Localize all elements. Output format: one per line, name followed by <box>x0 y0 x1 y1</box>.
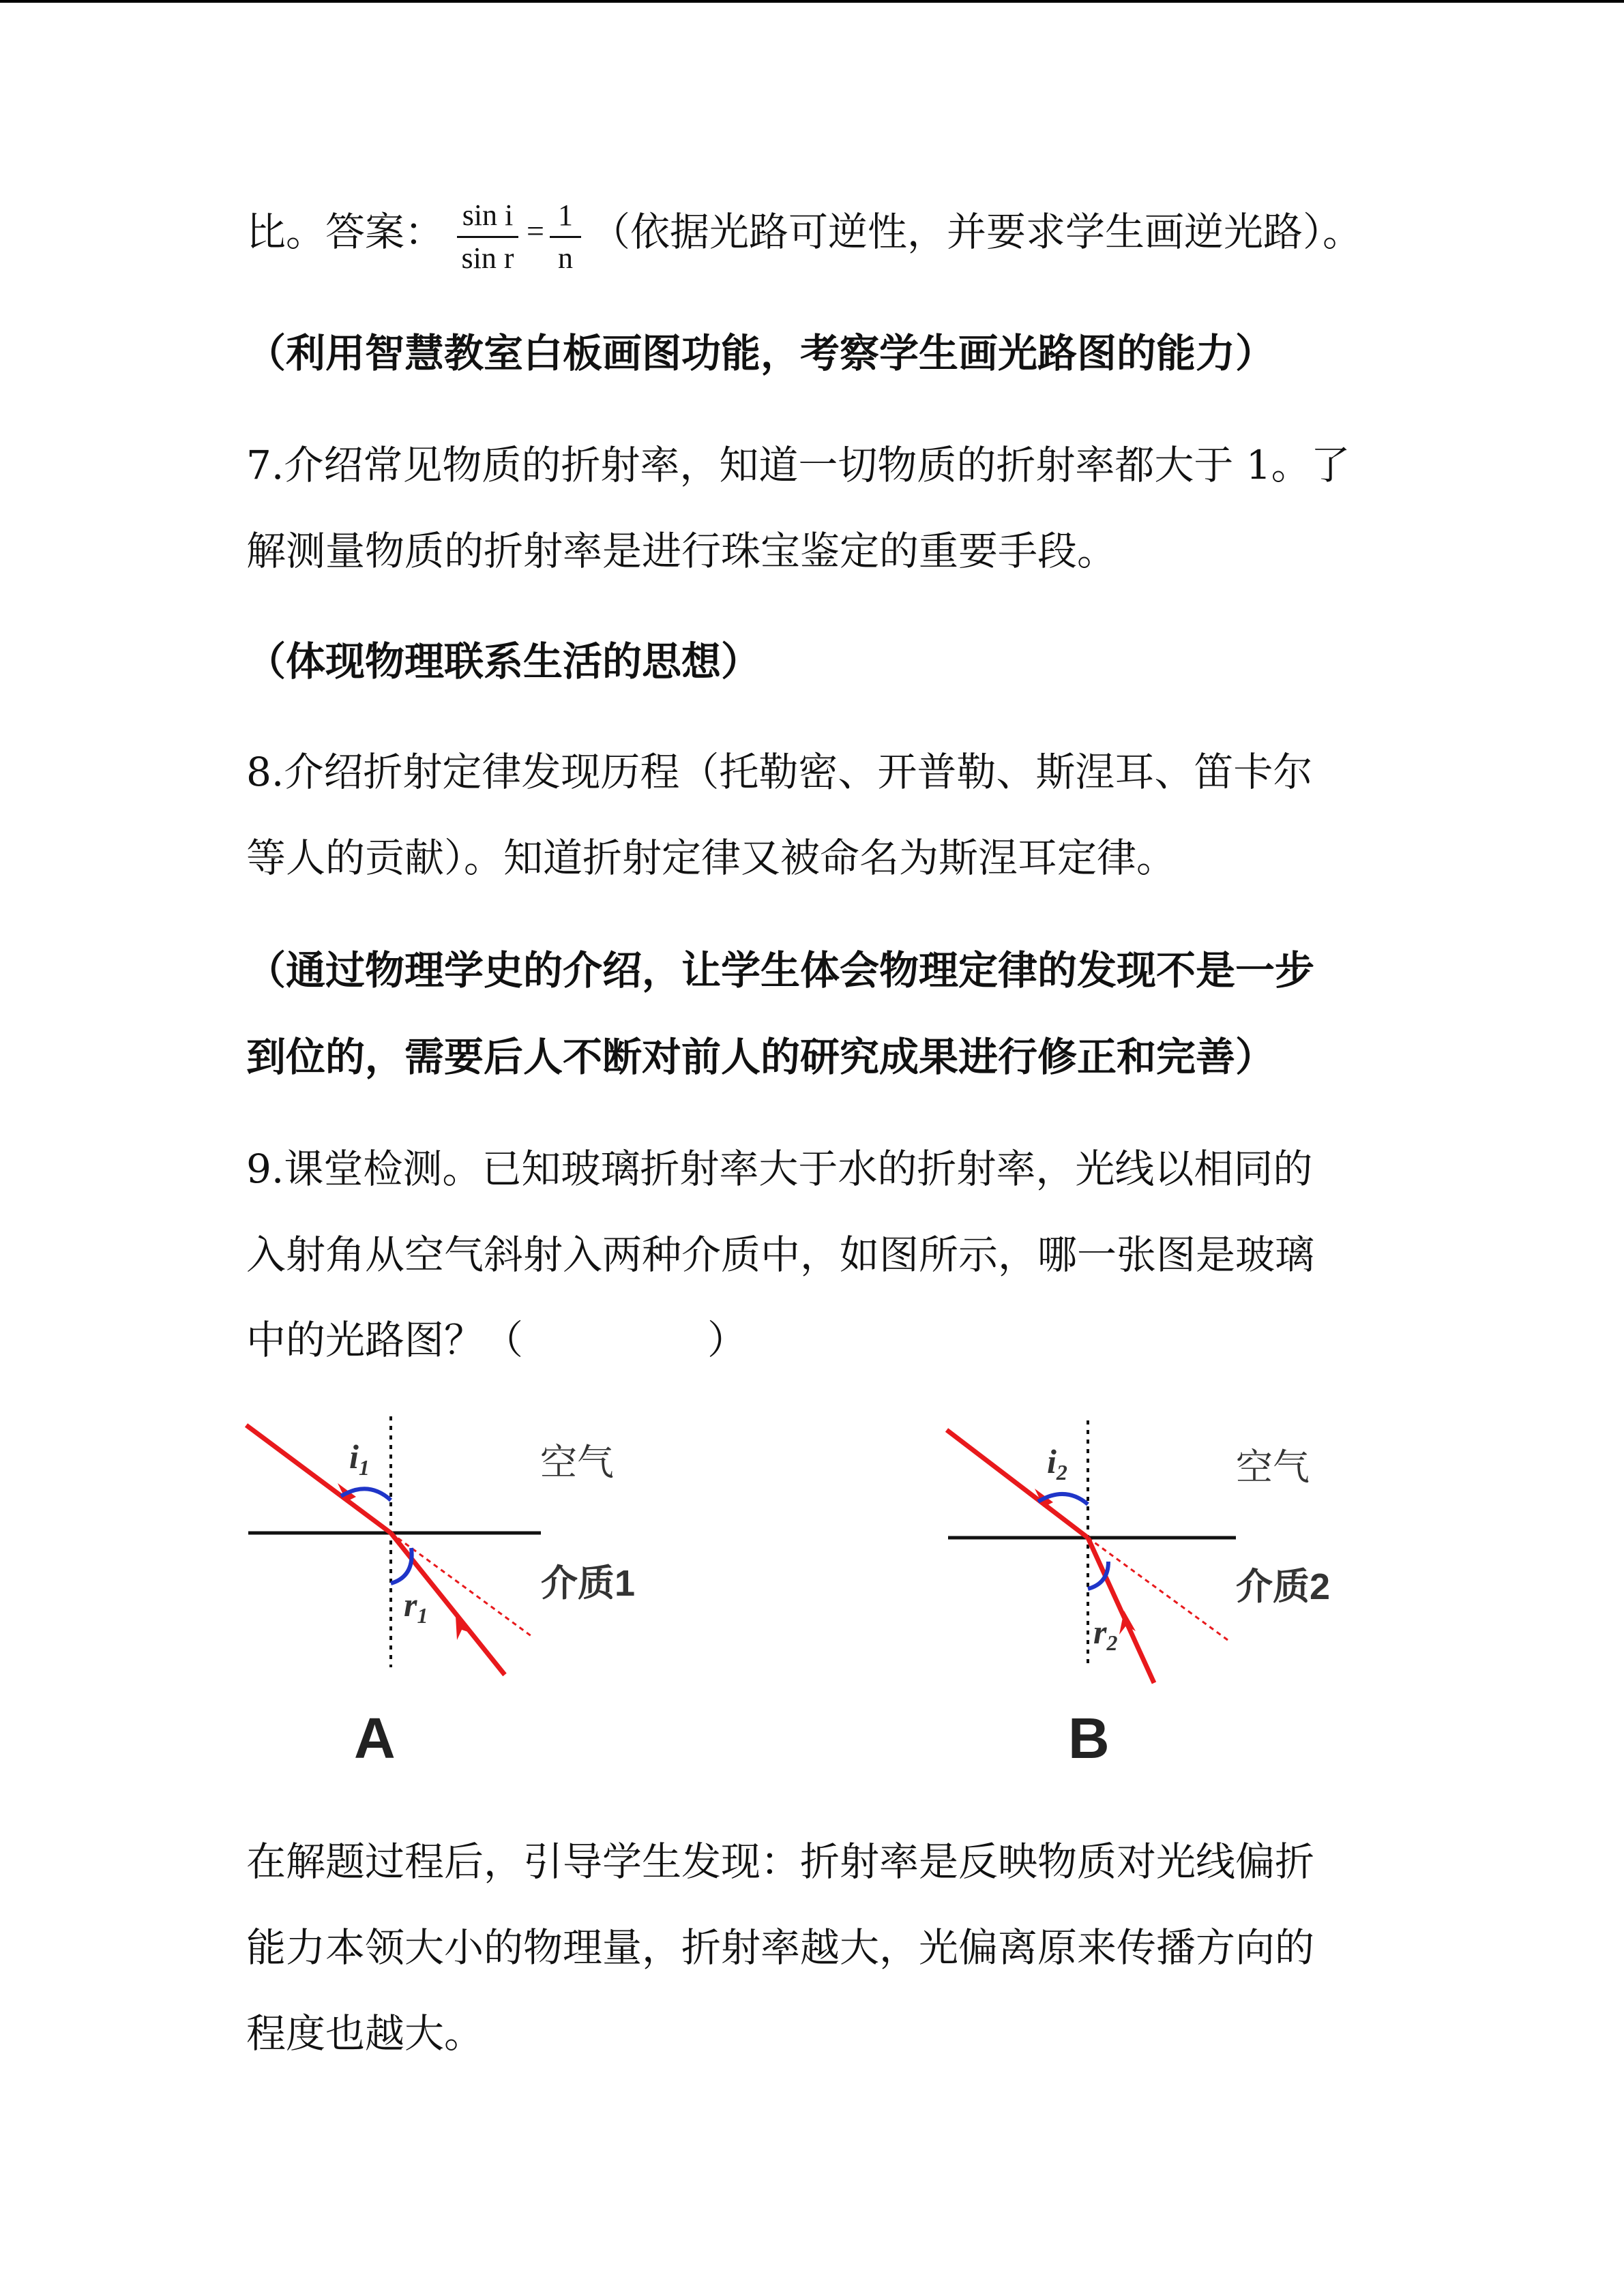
conclusion-line1: 在解题过程后，引导学生发现：折射率是反映物质对光线偏折 <box>246 1838 1315 1885</box>
figure-a <box>246 1416 635 1770</box>
conclusion-line3: 程度也越大。 <box>246 2010 484 2057</box>
item8-line1: 8.介绍折射定律发现历程（托勒密、开普勒、斯涅耳、笛卡尔 <box>246 749 1313 795</box>
item8-line2: 等人的贡献）。知道折射定律又被命名为斯涅耳定律。 <box>246 835 1177 881</box>
formula-numerator-right: 1 <box>558 198 573 232</box>
air-label-a: 空气 <box>540 1442 614 1483</box>
figure-b <box>947 1420 1330 1770</box>
item9-close-paren: ） <box>707 1317 748 1363</box>
formula-numerator-left: sin i <box>462 198 514 232</box>
item7-line2: 解测量物质的折射率是进行珠宝鉴定的重要手段。 <box>246 528 1117 574</box>
medium-label-b: 介质2 <box>1236 1566 1331 1607</box>
remark-life: （体现物理联系生活的思想） <box>246 638 761 685</box>
answer-note: （依据光路可逆性，并要求学生画逆光路）。 <box>591 209 1363 255</box>
answer-prefix: 比。答案： <box>246 209 445 255</box>
item9-line2: 入射角从空气斜射入两种介质中，如图所示，哪一张图是玻璃 <box>246 1232 1315 1278</box>
conclusion-line2: 能力本领大小的物理量，折射率越大，光偏离原来传播方向的 <box>246 1924 1315 1971</box>
angle-i1-label: $i_1$ <box>349 1437 370 1480</box>
item9-question: 中的光路图？（ <box>246 1317 524 1363</box>
remark-history-line2: 到位的，需要后人不断对前人的研究成果进行修正和完善） <box>246 1034 1275 1080</box>
remark-whiteboard: （利用智慧教室白板画图功能，考察学生画光路图的能力） <box>246 330 1275 376</box>
angle-r1-label: $r_1$ <box>404 1585 428 1628</box>
figure-b-label: B <box>1068 1706 1110 1770</box>
formula-denominator-right: n <box>558 241 573 275</box>
angle-i2-label: $i_2$ <box>1047 1442 1067 1485</box>
formula-equals: = <box>527 213 544 248</box>
formula-denominator-left: sin r <box>461 241 514 275</box>
refracted-ray-b <box>1088 1538 1154 1683</box>
item9-line1: 9.课堂检测。已知玻璃折射率大于水的折射率，光线以相同的 <box>246 1146 1313 1192</box>
figure-a-label: A <box>354 1706 396 1770</box>
item7-line1: 7.介绍常见物质的折射率，知道一切物质的折射率都大于 1。了 <box>246 442 1350 488</box>
medium-label-a: 介质1 <box>541 1563 636 1604</box>
angle-r2-label: $r_2$ <box>1093 1613 1118 1655</box>
remark-history-line1: （通过物理学史的介绍，让学生体会物理定律的发现不是一步 <box>246 947 1315 994</box>
air-label-b: 空气 <box>1236 1447 1310 1488</box>
